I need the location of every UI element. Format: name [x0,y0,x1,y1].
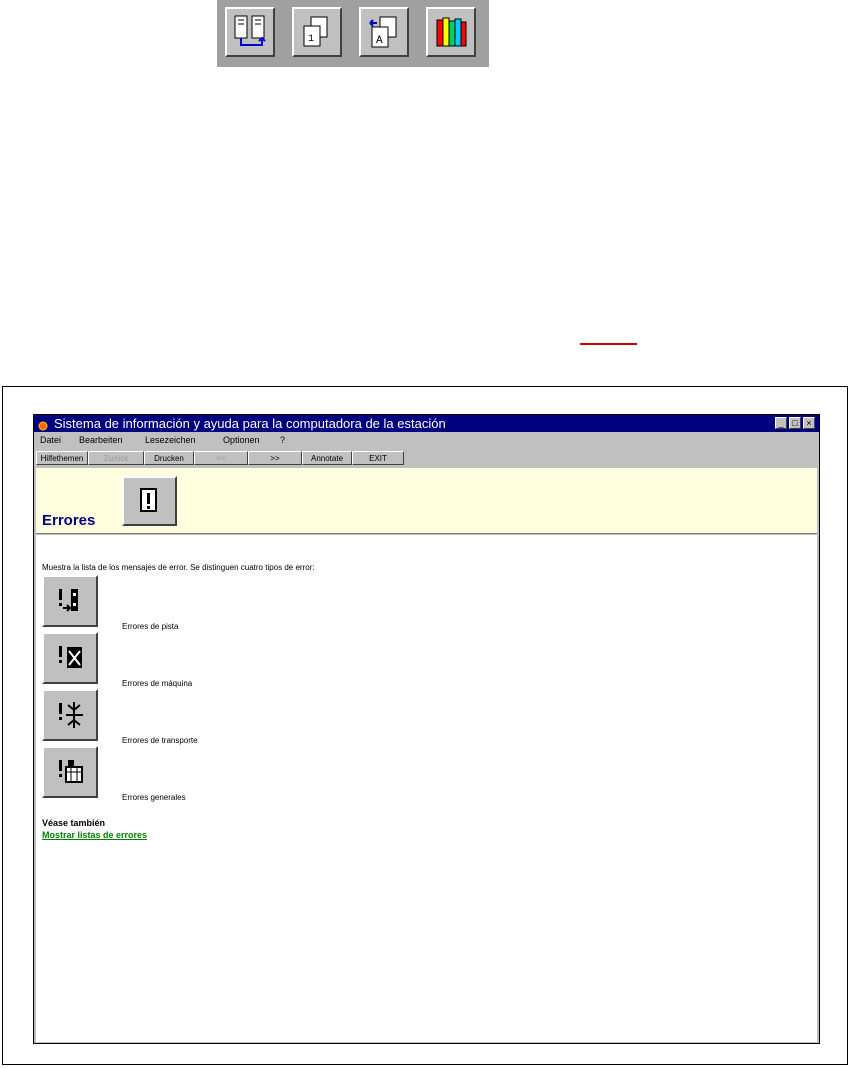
books-button[interactable] [426,7,476,57]
track-error-label: Errores de pista [122,622,179,631]
close-button[interactable]: × [803,417,815,429]
menu-bearbeiten[interactable]: Bearbeiten [79,435,123,445]
help-window [33,414,820,1044]
errores-icon-button[interactable] [122,476,177,526]
drucken-button[interactable]: Drucken [144,451,194,465]
next-button[interactable]: >> [248,451,302,465]
general-error-button[interactable] [42,746,98,798]
menu-bar [34,433,819,448]
minimize-button[interactable]: _ [775,417,787,429]
zurueck-button[interactable]: Zurück [88,451,144,465]
page-swap-button[interactable] [359,7,409,57]
topic-header [36,468,817,534]
exclamation-icon [124,511,175,528]
svg-text:A: A [376,35,383,47]
general-error-label: Errores generales [122,793,186,802]
top-toolbar [217,0,489,67]
description-text: Muestra la lista de los mensajes de error. Se distinguen cuatro tipos de error: [42,563,315,572]
show-error-lists-link[interactable]: Mostrar listas de errores [42,830,148,840]
topic-content [36,535,817,1042]
menu-datei[interactable]: Datei [40,435,62,445]
maximize-button[interactable]: □ [789,417,801,429]
menu-optionen[interactable]: Optionen [223,435,260,445]
red-underline-mark [580,343,637,345]
title-bar[interactable] [34,415,819,432]
page-title: Errores [42,512,96,529]
machine-error-label: Errores de máquina [122,679,193,688]
previous-button[interactable]: << [194,451,248,465]
hilfethemen-button[interactable]: Hilfethemen [36,451,88,465]
menu-help[interactable]: ? [280,435,286,445]
annotate-button[interactable]: Annotate [302,451,352,465]
track-error-button[interactable] [42,575,98,627]
exit-button[interactable]: EXIT [352,451,404,465]
transport-error-label: Errores de transporte [122,736,198,745]
app-icon [38,418,48,428]
see-also-heading: Véase también [42,818,106,828]
window-title: Sistema de información y ayuda para la computadora de la estación [54,416,446,431]
machine-error-button[interactable] [42,632,98,684]
svg-text:1: 1 [308,34,315,45]
button-bar [34,450,819,467]
transport-error-button[interactable] [42,689,98,741]
menu-lesezeichen[interactable]: Lesezeichen [145,435,196,445]
page-split-button[interactable] [225,7,275,57]
page-copy-button[interactable] [292,7,342,57]
